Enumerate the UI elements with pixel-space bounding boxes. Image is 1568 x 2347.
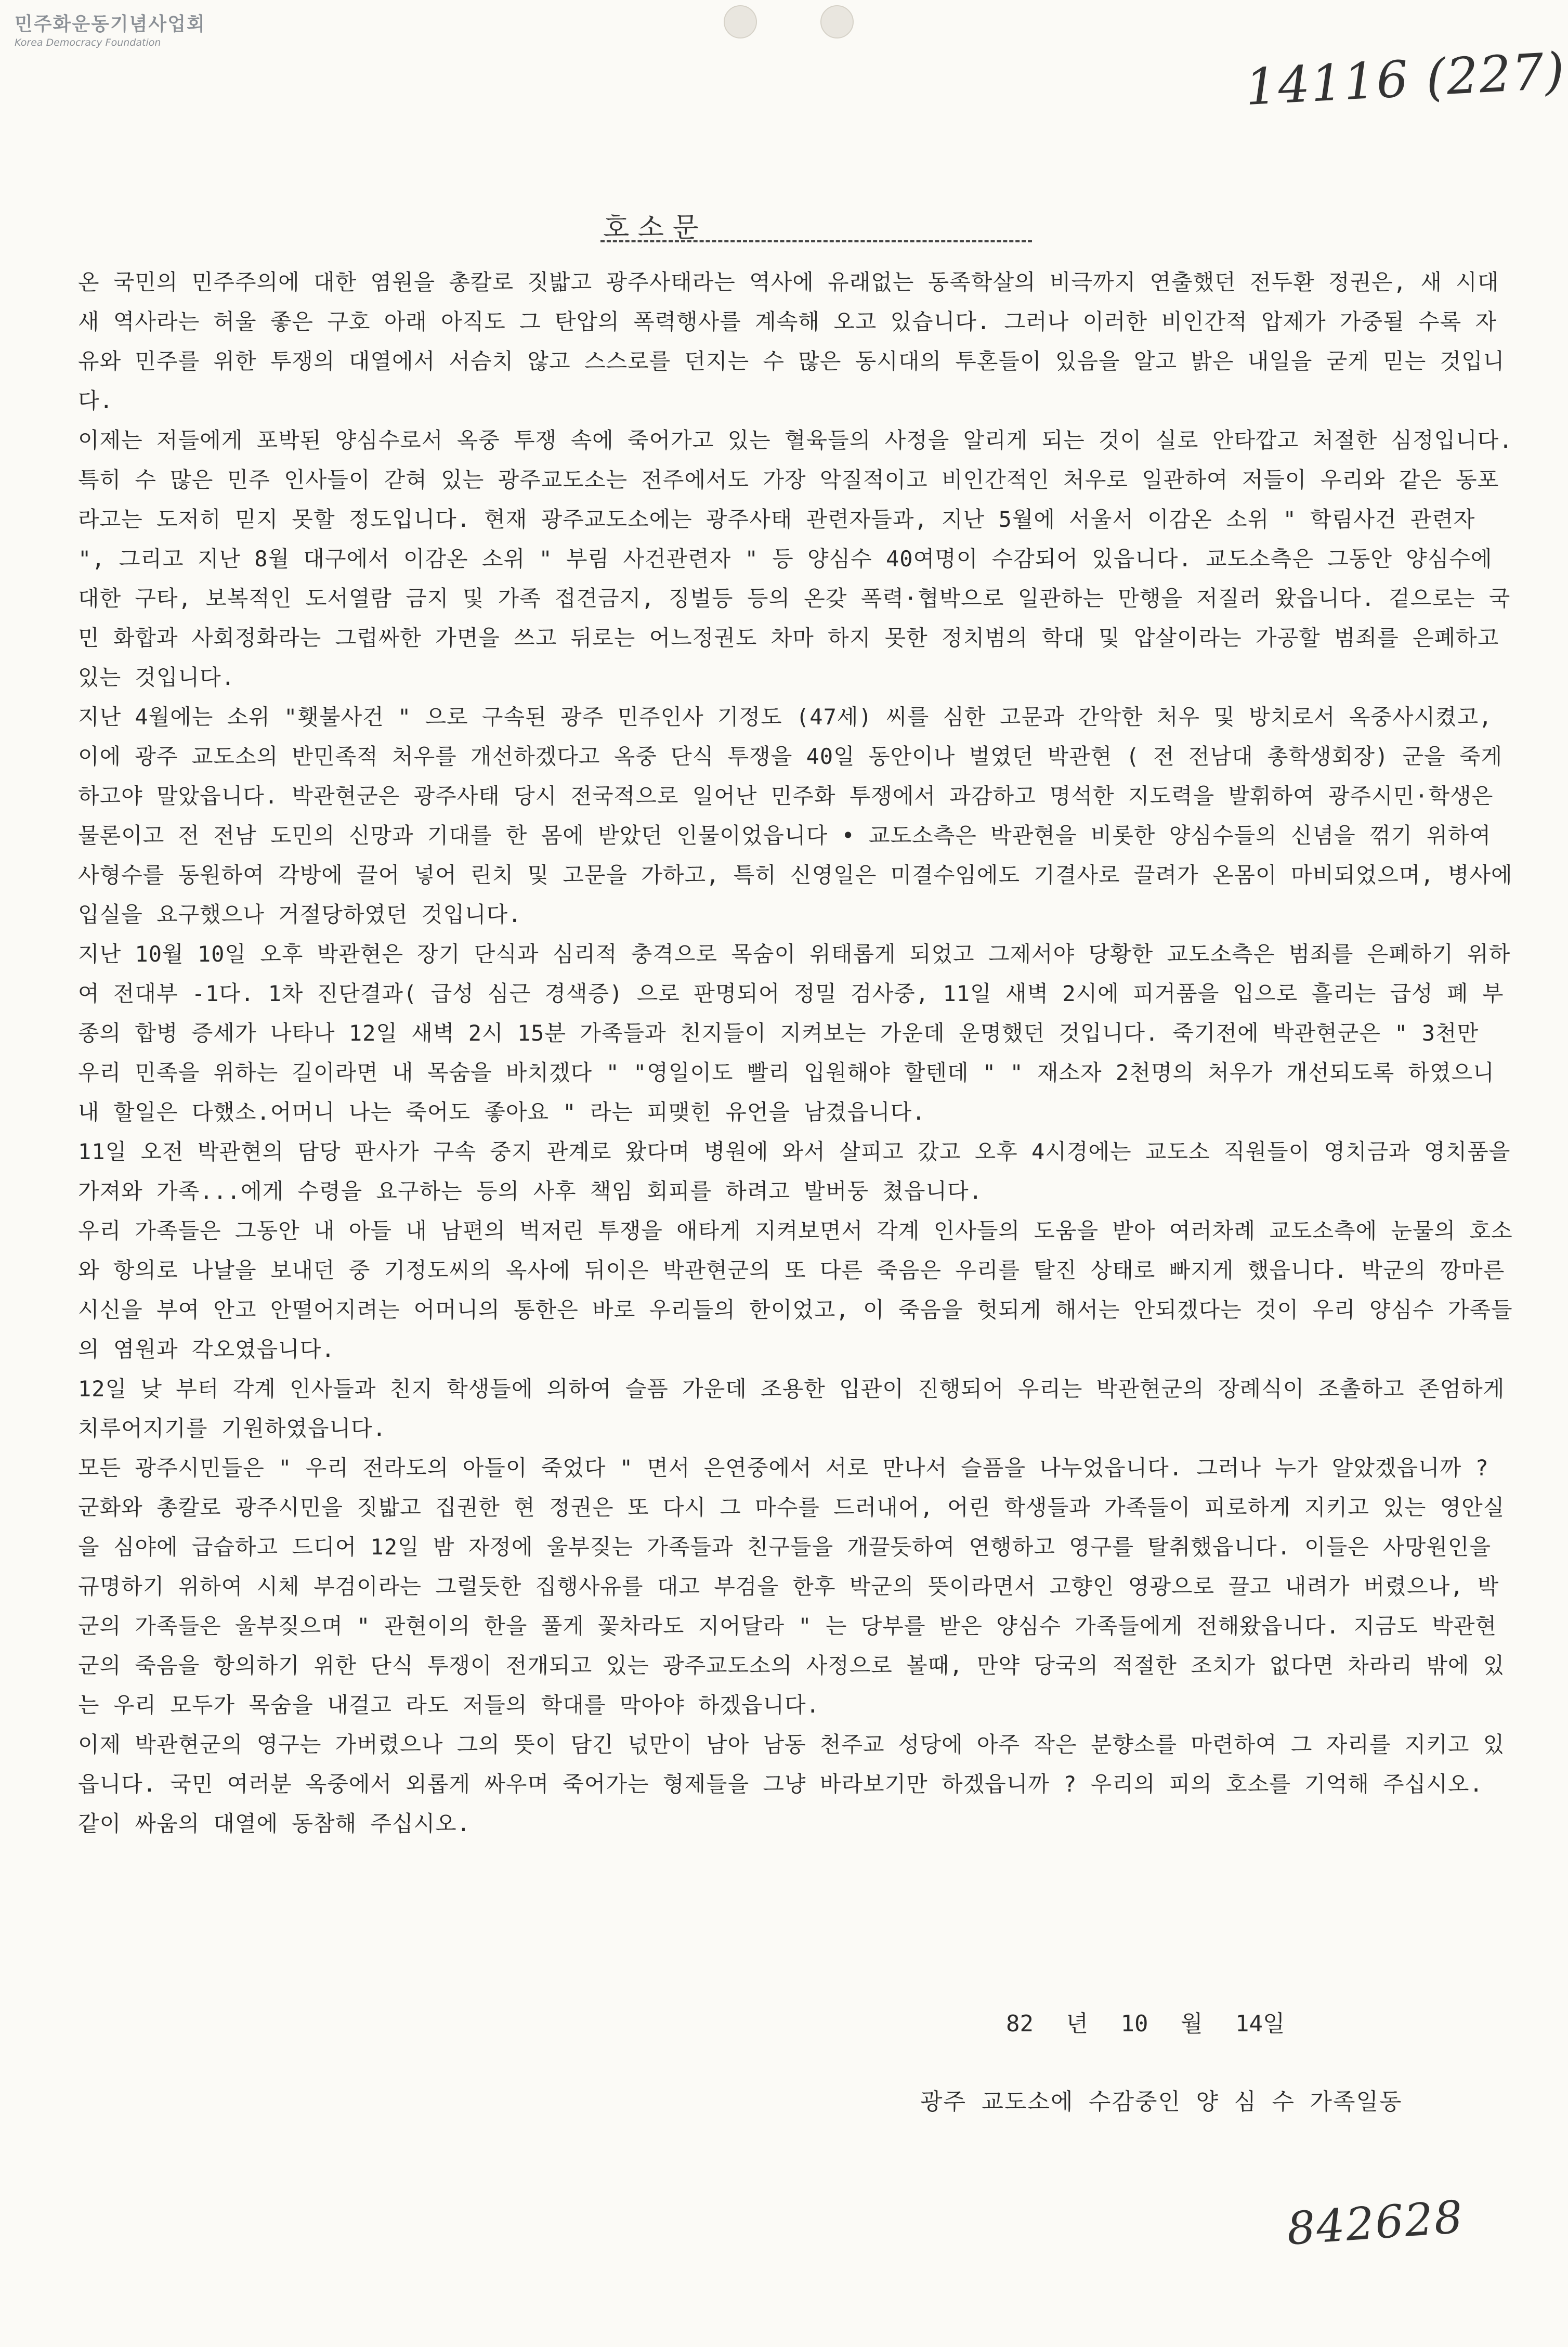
date-month: 10 월 xyxy=(1120,2011,1203,2037)
body-paragraph: 온 국민의 민주주의에 대한 염원을 총칼로 짓밟고 광주사태라는 역사에 유래없는 동족학살의 비극까지 연출했던 전두환 정권은, 새 시대 새 역사라는 허울 좋은 구호 아래 아직도 그 탄압의 폭력행사를 계속해 오고 있습니다. 그러나 이러한 비인간적 압제가 가중될 수록 자유와 민주를 위한 투쟁의 대열에서 서슴치 않고 스스로를 던지는 수 많은 동시대의 투혼들이 있음을 알고 밝은 내일을 굳게 믿는 것입니다. xyxy=(78,269,1505,413)
body-paragraph: 이제는 저들에게 포박된 양심수로서 옥중 투쟁 속에 죽어가고 있는 혈육들의 사정을 알리게 되는 것이 실로 안타깝고 처절한 심정입니다. 특히 수 많은 민주 인사들이 갇혀 있는 광주교도소는 전주에서도 가장 악질적이고 비인간적인 처우로 일관하여 저들이 우리와 같은 동포라고는 도저히 믿지 못할 정도입니다. 현재 광주교도소에는 광주사태 관련자들과, 지난 5월에 서울서 이감온 소위 " 학림사건 관련자 ", 그리고 지난 8월 대구에서 이감온 소위 " 부림 사건관련자 " 등 양심수 40여명이 수감되어 있읍니다. 교도소측은 그동안 양심수에 대한 구타, 보복적인 도서열람 금지 및 가족 접견금지, 징벌등 등의 온갖 폭력·협박으로 일관하는 만행을 저질러 왔읍니다. 겉으로는 국민 화합과 사회정화라는 그럽싸한 가면을 쓰고 뒤로는 어느정권도 차마 하지 못한 정치범의 학대 및 압살이라는 가공할 범죄를 은폐하고 있는 것입니다. xyxy=(78,427,1513,690)
logo-korean-text: 민주화운동기념사업회 xyxy=(15,14,206,35)
handwritten-archive-number: 14116 (227) xyxy=(1244,41,1567,117)
body-paragraph: 12일 낮 부터 각계 인사들과 친지 학생들에 의하여 슬픔 가운데 조용한 입관이 진행되어 우리는 박관현군의 장례식이 조촐하고 존엄하게 치루어지기를 기원하였읍니다. xyxy=(78,1376,1505,1441)
title-dashed-underline xyxy=(600,240,1032,242)
document-signer: 광주 교도소에 수감중인 양 심 수 가족일동 xyxy=(920,2089,1403,2115)
document-date xyxy=(1006,2005,1285,2038)
foundation-logo xyxy=(15,9,206,48)
body-paragraph: 지난 10월 10일 오후 박관현은 장기 단식과 심리적 충격으로 목숨이 위태롭게 되었고 그제서야 당황한 교도소측은 범죄를 은폐하기 위하여 전대부 -1다. 1차 진단결과( 급성 심근 경색증) 으로 판명되어 정밀 검사중, 11일 새벽 2시에 피거품을 입으로 흘리는 급성 폐 부종의 합병 증세가 나타나 12일 새벽 2시 15분 가족들과 친지들이 지켜보는 가운데 운명했던 것입니다. 죽기전에 박관현군은 " 3천만 우리 민족을 위하는 길이라면 내 목숨을 바치겠다 " "영일이도 빨리 입원해야 할텐데 " " 재소자 2천명의 처우가 개선되도록 하였으니 내 할일은 다했소.어머니 나는 죽어도 좋아요 " 라는 피맺힌 유언을 남겼읍니다. xyxy=(78,941,1511,1125)
body-paragraph: 지난 4월에는 소위 "횃불사건 " 으로 구속된 광주 민주인사 기정도 (47세) 씨를 심한 고문과 간악한 처우 및 방치로서 옥중사시켰고, 이에 광주 교도소의 반민족적 처우를 개선하겠다고 옥중 단식 투쟁을 40일 동안이나 벌였던 박관현 ( 전 전남대 총학생회장) 군을 죽게 하고야 말았읍니다. 박관현군은 광주사태 당시 전국적으로 일어난 민주화 투쟁에서 과감하고 명석한 지도력을 발휘하여 광주시민·학생은 물론이고 전 전남 도민의 신망과 기대를 한 몸에 받았던 인물이었읍니다 • 교도소측은 박관현을 비롯한 양심수들의 신념을 꺾기 위하여 사형수를 동원하여 각방에 끌어 넣어 린치 및 고문을 가하고, 특히 신영일은 미결수임에도 기결사로 끌려가 온몸이 마비되었으며, 병사에 입실을 요구했으나 거절당하였던 것입니다. xyxy=(78,704,1513,927)
date-year: 82 년 xyxy=(1006,2011,1088,2037)
body-paragraph: 모든 광주시민들은 " 우리 전라도의 아들이 죽었다 " 면서 은연중에서 서로 만나서 슬픔을 나누었읍니다. 그러나 누가 알았겠읍니까 ? 군화와 총칼로 광주시민을 짓밟고 집권한 현 정권은 또 다시 그 마수를 드러내어, 어린 학생들과 가족들이 피로하게 지키고 있는 영안실을 심야에 급습하고 드디어 12일 밤 자정에 울부짖는 가족들과 친구들을 개끌듯하여 연행하고 영구를 탈취했읍니다. 이들은 사망원인을 규명하기 위하여 시체 부검이라는 그럴듯한 집행사유를 대고 부검을 한후 박군의 뜻이라면서 고향인 영광으로 끌고 내려가 버렸으나, 박군의 가족들은 울부짖으며 " 관현이의 한을 풀게 꽃차라도 지어달라 " 는 당부를 받은 양심수 가족들에게 전해왔읍니다. 지금도 박관현군의 죽음을 항의하기 위한 단식 투쟁이 전개되고 있는 광주교도소의 사정으로 볼때, 만약 당국의 적절한 조치가 없다면 차라리 밖에 있는 우리 모두가 목숨을 내걸고 라도 저들의 학대를 막아야 하겠읍니다. xyxy=(78,1455,1505,1718)
body-paragraph: 우리 가족들은 그동안 내 아들 내 남편의 벅저린 투쟁을 애타게 지켜보면서 각계 인사들의 도움을 받아 여러차례 교도소측에 눈물의 호소와 항의로 나날을 보내던 중 기정도씨의 옥사에 뒤이은 박관현군의 또 다른 죽음은 우리를 탈진 상태로 빠지게 했읍니다. 박군의 깡마른 시신을 부여 안고 안떨어지려는 어머니의 통한은 바로 우리들의 한이었고, 이 죽음을 헛되게 해서는 안되겠다는 것이 우리 양심수 가족들의 염원과 각오였읍니다. xyxy=(78,1218,1513,1362)
document-body xyxy=(78,263,1513,1844)
document-title: 호 소 문 xyxy=(603,212,699,243)
punch-hole xyxy=(724,5,757,38)
handwritten-bottom-number: 842628 xyxy=(1285,2191,1466,2255)
date-day: 14일 xyxy=(1235,2011,1285,2037)
body-paragraph: 11일 오전 박관현의 담당 판사가 구속 중지 관계로 왔다며 병원에 와서 살피고 갔고 오후 4시경에는 교도소 직원들이 영치금과 영치품을 가져와 가족...에게 수령을 요구하는 등의 사후 책임 회피를 하려고 발버둥 쳤읍니다. xyxy=(78,1139,1511,1204)
logo-english-text: Korea Democracy Foundation xyxy=(15,37,161,48)
body-paragraph: 이제 박관현군의 영구는 가버렸으나 그의 뜻이 담긴 넋만이 남아 남동 천주교 성당에 아주 작은 분향소를 마련하여 그 자리를 지키고 있읍니다. 국민 여러분 옥중에서 외롭게 싸우며 죽어가는 형제들을 그냥 바라보기만 하겠읍니까 ? 우리의 피의 호소를 기억해 주십시오. 같이 싸움의 대열에 동참해 주십시오. xyxy=(78,1732,1505,1836)
punch-hole xyxy=(820,5,854,38)
